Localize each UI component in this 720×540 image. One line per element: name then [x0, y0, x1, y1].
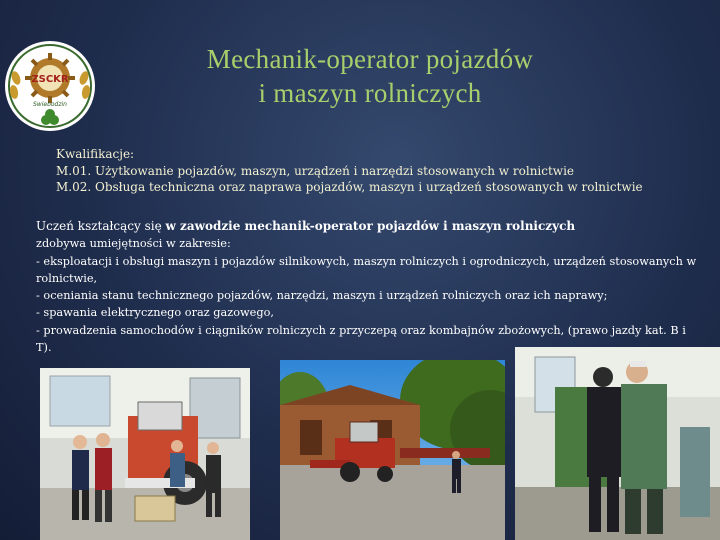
welding-class-photo [515, 347, 720, 540]
skill-item: - prowadzenia samochodów i ciągników rolniczych z przyczepą oraz kombajnów zbożowych, (prawo jazdy kat. B i T). [36, 323, 686, 355]
combine-harvester-photo [280, 360, 505, 540]
school-emblem-icon [2, 38, 98, 134]
logo-text-bottom: Swiebodzin [33, 101, 67, 108]
logo-text-top: ZSCKR [31, 74, 69, 85]
description-lead [36, 218, 701, 235]
workshop-students-photo [40, 368, 250, 540]
lead-bold: w zawodzie mechanik-operator pojazdów i maszyn rolniczych [165, 219, 576, 233]
school-logo [2, 38, 98, 134]
qualification-item: M.01. Użytkowanie pojazdów, maszyn, urządzeń i narzędzi stosowanych w rolnictwie [56, 163, 575, 178]
lead-prefix: Uczeń kształcący się [36, 219, 166, 233]
skill-item: - eksploatacji i obsługi maszyn i pojazdów silnikowych, maszyn rolniczych i ogrodniczych, urządzeń stosowanych w rolnictwie, [36, 254, 697, 285]
qualifications-heading: Kwalifikacje: [56, 147, 135, 161]
description-block [36, 218, 701, 356]
title-line-1: Mechanik-operator pojazdów [206, 44, 534, 74]
qualification-item: M.02. Obsługa techniczna oraz naprawa pojazdów, maszyn i urządzeń stosowanych w rolnictwie [56, 180, 643, 194]
lead-suffix: zdobywa umiejętności w zakresie: [36, 237, 231, 251]
page-title [150, 42, 590, 110]
title-line-2: i maszyn rolniczych [258, 78, 482, 108]
qualifications-block [56, 146, 696, 196]
skill-item: - spawania elektrycznego oraz gazowego, [36, 306, 274, 320]
skill-item: - oceniania stanu technicznego pojazdów, narzędzi, maszyn i urządzeń rolniczych oraz ich naprawy; [36, 289, 608, 303]
